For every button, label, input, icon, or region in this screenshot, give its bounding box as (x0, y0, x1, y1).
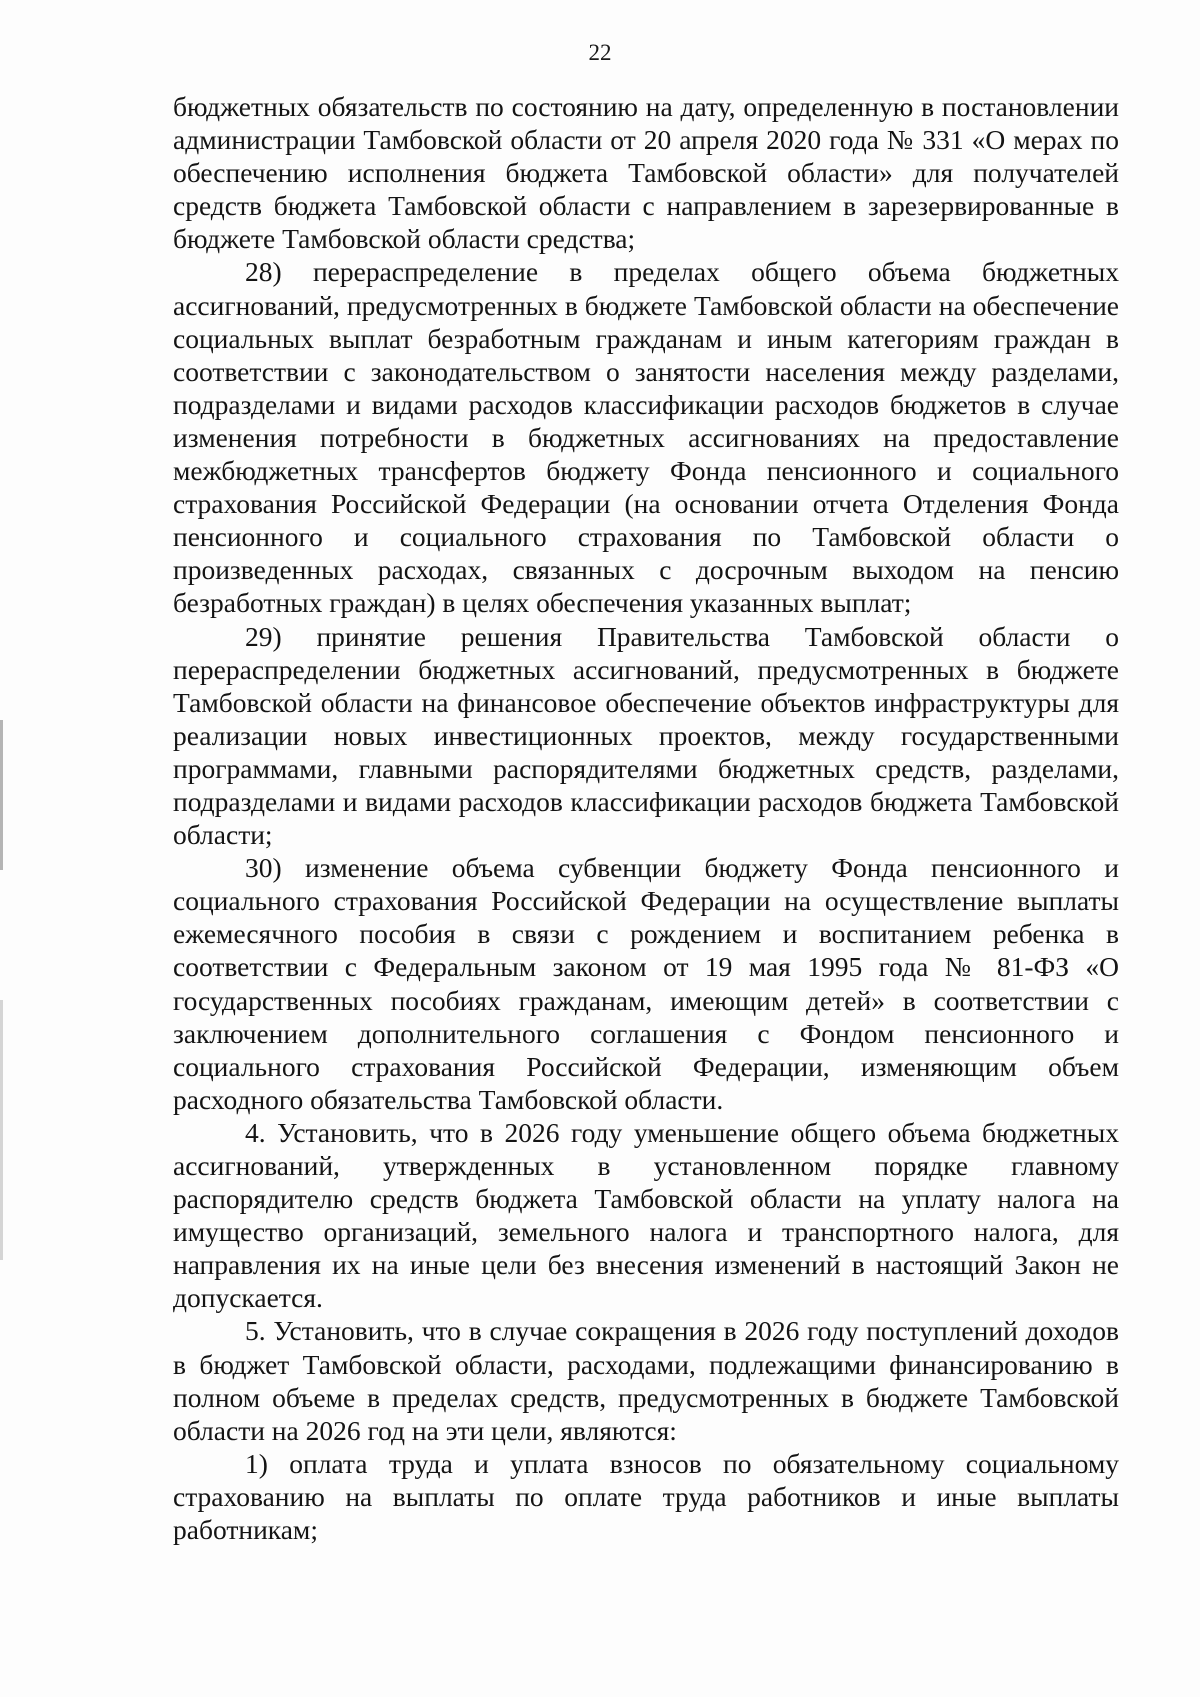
document-body (173, 90, 1119, 1546)
paragraph-item-30: 30) изменение объема субвенции бюджету Фонда пенсионного и социального страхования Российской Федерации на осуществление выплаты ежемесячного пособия в связи с рождением и воспитанием ребенка в соответствии с Федеральным законом от 19 мая 1995 года № 81-ФЗ «О государственных пособиях гражданам, имеющим детей» в соответствии с заключением дополнительного соглашения с Фондом пенсионного и социального страхования Российской Федерации, изменяющим объем расходного обязательства Тамбовской области. (173, 852, 1119, 1115)
paragraph-section-5: 5. Установить, что в случае сокращения в 2026 году поступлений доходов в бюджет Тамбовской области, расходами, подлежащими финансированию в полном объеме в пределах средств, предусмотренных в бюджете Тамбовской области на 2026 год на эти цели, являются: (173, 1315, 1119, 1446)
paragraph-item-1: 1) оплата труда и уплата взносов по обязательному социальному страхованию на выплаты по оплате труда работников и иные выплаты работникам; (173, 1447, 1119, 1546)
scan-edge-mark (0, 1000, 3, 1260)
paragraph-section-4: 4. Установить, что в 2026 году уменьшение общего объема бюджетных ассигнований, утвержденных в установленном порядке главному распорядителю средств бюджета Тамбовской области на уплату налога на имущество организаций, земельного налога и транспортного налога, для направления их на иные цели без внесения изменений в настоящий Закон не допускается. (173, 1116, 1119, 1314)
paragraph-item-29: 29) принятие решения Правительства Тамбовской области о перераспределении бюджетных ассигнований, предусмотренных в бюджете Тамбовской области на финансовое обеспечение объектов инфраструктуры для реализации новых инвестиционных проектов, между государственными программами, главными распорядителями бюджетных средств, разделами, подразделами и видами расходов классификации расходов бюджета Тамбовской области; (173, 620, 1119, 851)
paragraph-continuation: бюджетных обязательств по состоянию на дату, определенную в постановлении администрации Тамбовской области от 20 апреля 2020 года № 331 «О мерах по обеспечению исполнения бюджета Тамбовской области» для получателей средств бюджета Тамбовской области с направлением в зарезервированные в бюджете Тамбовской области средства; (173, 91, 1119, 255)
page-number: 22 (588, 40, 612, 65)
paragraph-item-28: 28) перераспределение в пределах общего объема бюджетных ассигнований, предусмотренных в бюджете Тамбовской области на обеспечение социальных выплат безработным гражданам и иным категориям граждан в соответствии с законодательством о занятости населения между разделами, подразделами и видами расходов классификации расходов бюджетов в случае изменения потребности в бюджетных ассигнованиях на предоставление межбюджетных трансфертов бюджету Фонда пенсионного и социального страхования Российской Федерации (на основании отчета Отделения Фонда пенсионного и социального страхования по Тамбовской области о произведенных расходах, связанных с досрочным выходом на пенсию безработных граждан) в целях обеспечения указанных выплат; (173, 256, 1119, 619)
scan-edge-mark (0, 720, 3, 870)
